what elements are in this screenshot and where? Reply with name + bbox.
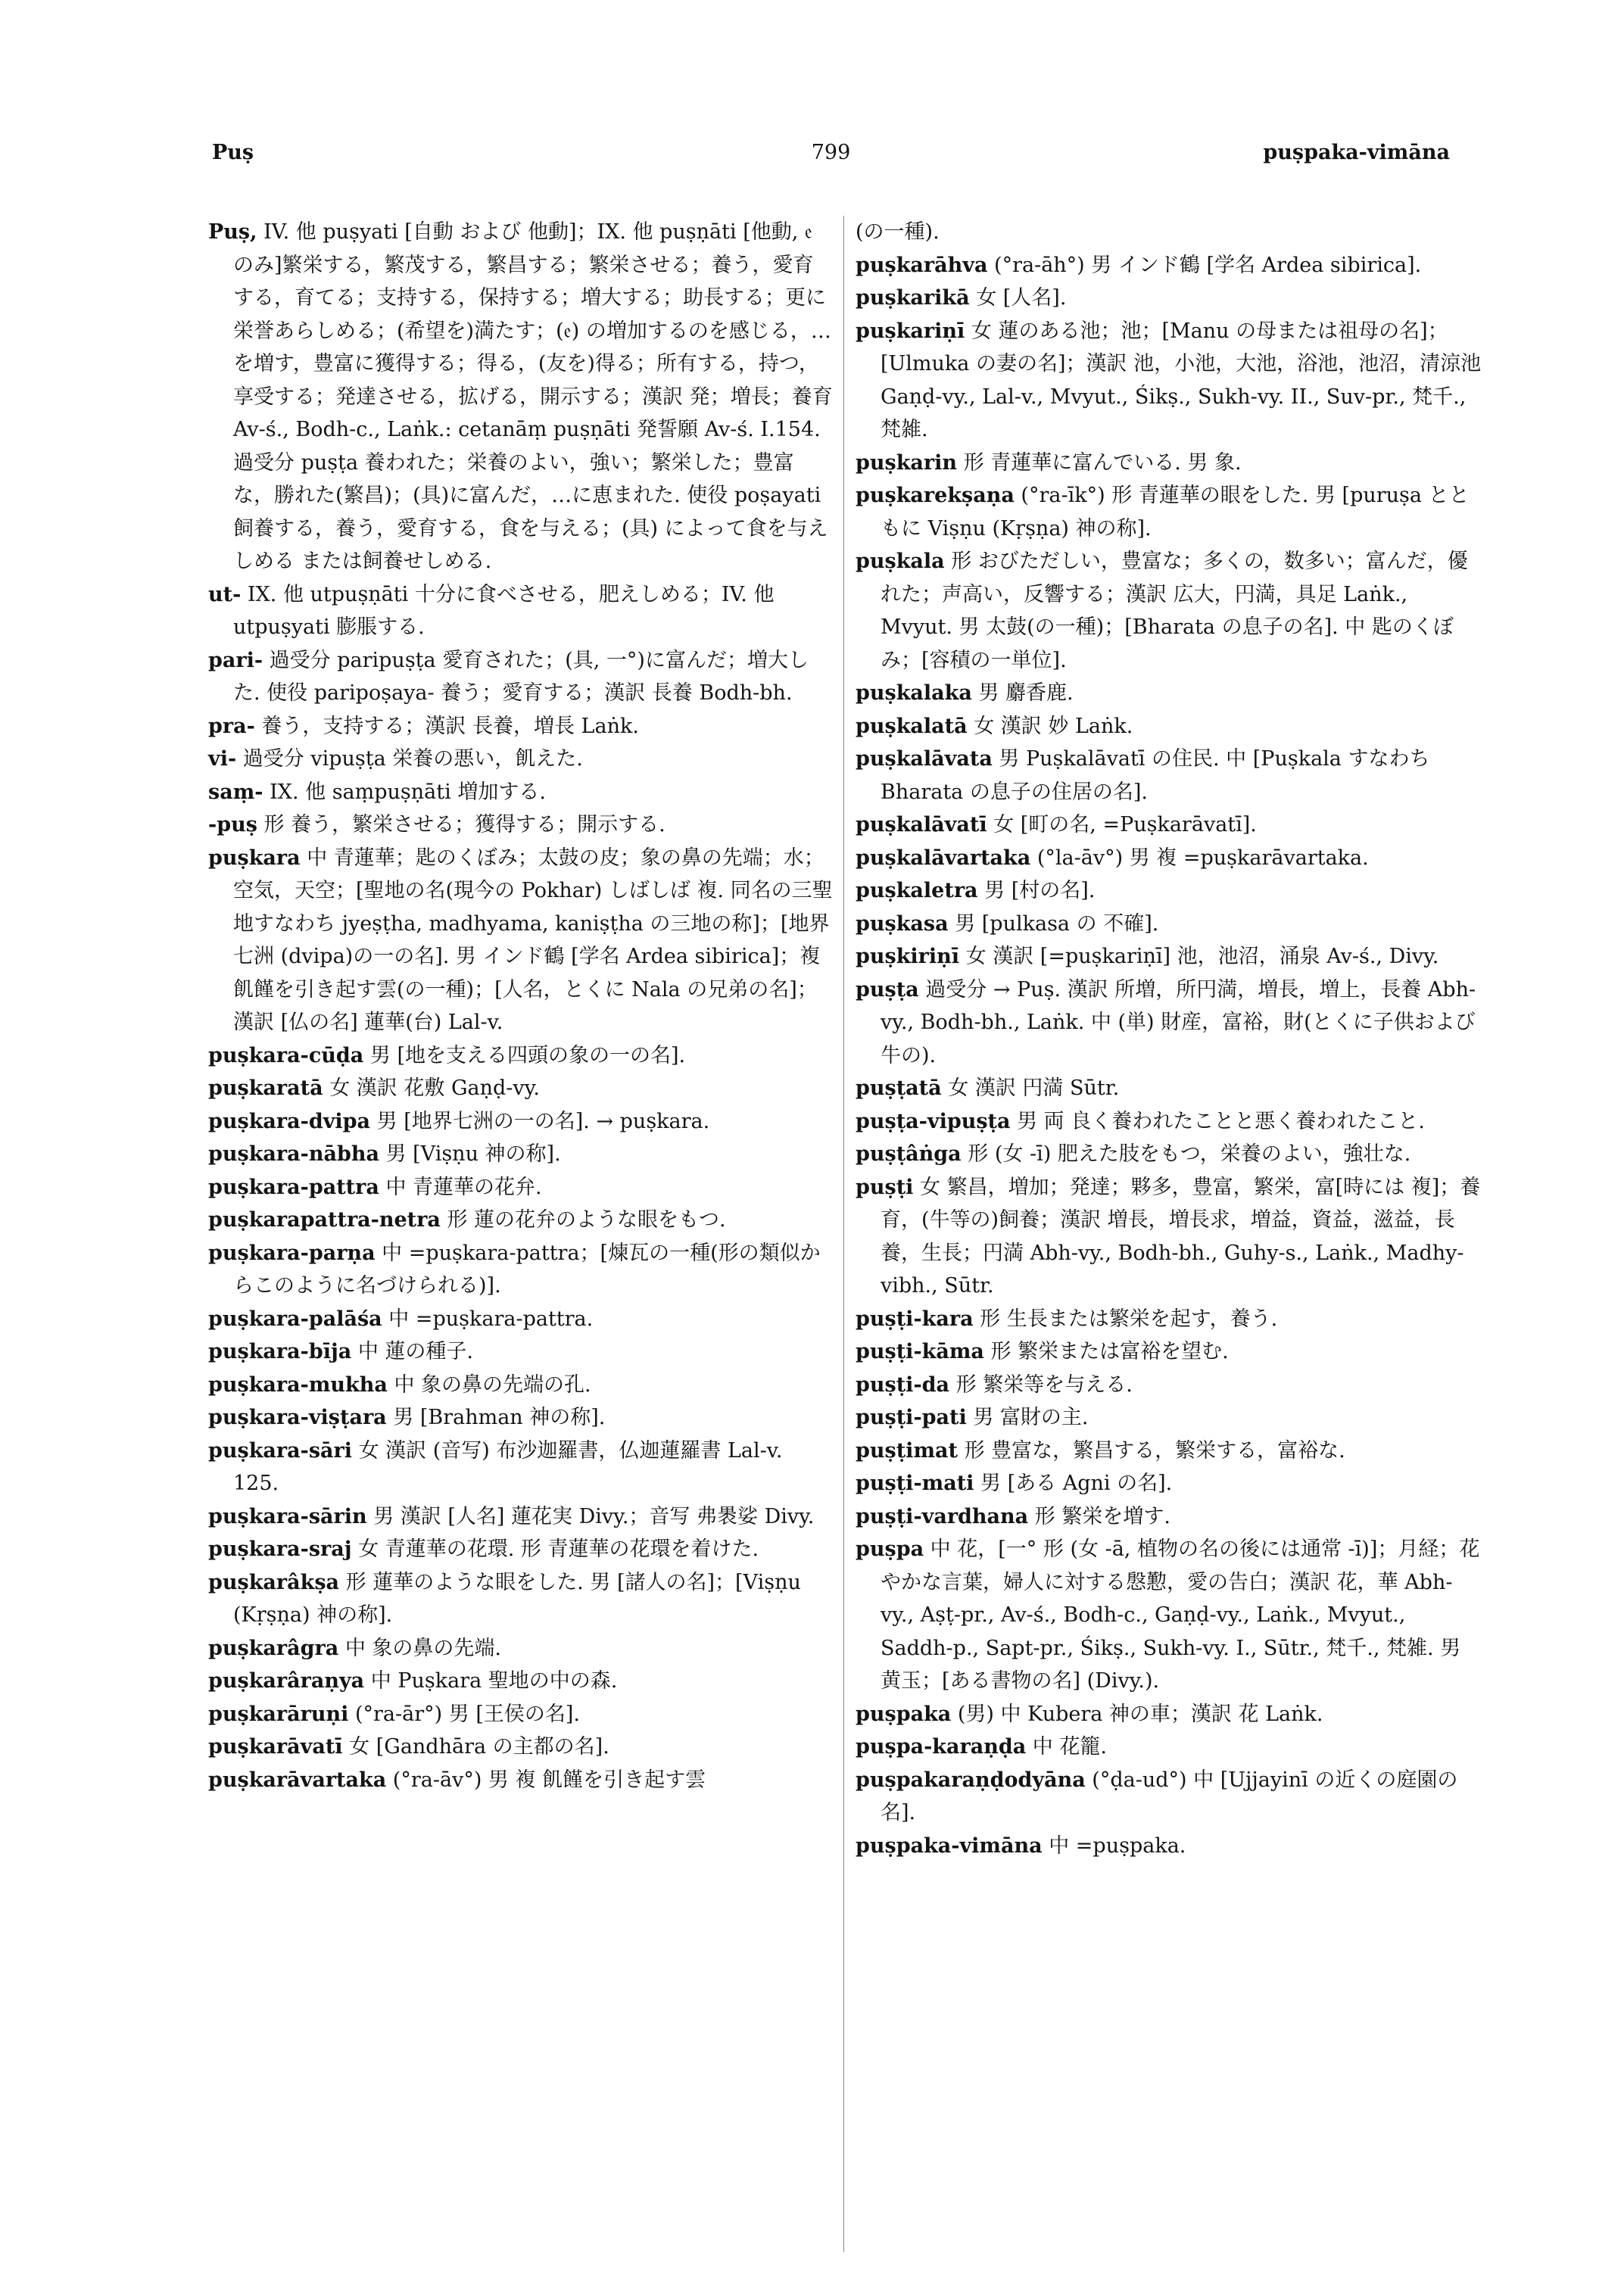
entry-headword: puṣpa — [856, 1537, 924, 1561]
entry-definition: 女 [町の名, =Puṣkarāvatī]. — [987, 813, 1257, 837]
entry-headword: puṣpaka — [856, 1702, 952, 1726]
entry-definition: 中 青蓮華の花弁. — [379, 1175, 542, 1199]
dictionary-entry — [856, 1138, 1484, 1171]
entry-headword: puṣkalāvatī — [856, 813, 987, 837]
entry-definition: 女 [Gandhāra の主都の名]. — [342, 1735, 609, 1759]
entry-definition: 形 繁栄等を与える. — [949, 1372, 1133, 1397]
entry-definition: (の一種). — [856, 220, 940, 244]
dictionary-entry — [208, 1138, 833, 1171]
dictionary-entry — [856, 1072, 1484, 1105]
entry-definition: 男 [地界七洲の一の名]. → puṣkara. — [370, 1109, 710, 1133]
entry-headword: puṣṭi-da — [856, 1372, 950, 1397]
dictionary-entry — [208, 1072, 833, 1105]
entry-headword: puṣkara-nābha — [208, 1142, 379, 1166]
entry-headword: puṣṭi-pati — [856, 1406, 967, 1429]
entry-definition: 形 青蓮華に富んでいる. 男 象. — [957, 450, 1242, 475]
entry-definition: 形 (女 -ī) 肥えた肢をもつ，栄養のよい，強壮な. — [961, 1142, 1411, 1166]
entry-definition: 形 生長または繁栄を起す，養う. — [973, 1307, 1278, 1331]
entry-headword: puṣkara-bīja — [208, 1340, 352, 1363]
entry-headword: puṣkarāvartaka — [208, 1768, 387, 1792]
entry-definition: 過受分 vipuṣṭa 栄養の悪い，飢えた. — [236, 747, 583, 771]
entry-headword: pra- — [208, 714, 255, 738]
entry-definition: 中 花，[一° 形 (女 -ā, 植物の名の後には通常 -ī)]；月経；花やかな言葉，婦人に対する慇懃，愛の告白；漢訳 花，華 Abh-vy., Aṣṭ-pr., Av-ś., Bodh-c., Gaṇḍ-vy., Laṅk., Mvyut., Saddh-p., Sapt-pr., Śikṣ., Sukh-vy. I., Sūtr., 梵千., 梵雑. 男 黄玉；[ある書物の名] (Divy.). — [881, 1537, 1480, 1693]
dictionary-entry — [208, 842, 833, 1039]
entry-definition: (男) 中 Kubera 神の車；漢訳 花 Laṅk. — [951, 1702, 1323, 1726]
dictionary-entry — [208, 1401, 833, 1435]
page-header — [212, 141, 1450, 179]
entry-headword: puṣkarâraṇya — [208, 1669, 365, 1693]
dictionary-entry — [208, 808, 833, 842]
left-column — [208, 216, 840, 2252]
dictionary-entry — [208, 1533, 833, 1566]
dictionary-entry — [208, 1303, 833, 1336]
entry-headword: puṣkara-sraj — [208, 1537, 352, 1561]
entry-headword: puṣṭatā — [856, 1076, 942, 1100]
entry-headword: puṣkalatā — [856, 714, 968, 738]
dictionary-entry — [856, 1698, 1484, 1731]
entry-headword: puṣkara — [208, 846, 301, 870]
entry-definition: 中 象の鼻の先端の孔. — [387, 1372, 591, 1397]
entry-headword: puṣkara-dvipa — [208, 1109, 371, 1133]
dictionary-entry — [208, 644, 833, 710]
entry-definition: 男 富財の主. — [966, 1406, 1089, 1429]
entry-definition: 中 =puṣkara-pattra. — [382, 1307, 594, 1331]
dictionary-entry — [856, 710, 1484, 743]
dictionary-entry — [856, 216, 1484, 249]
entry-headword: ut- — [208, 582, 242, 606]
dictionary-entry — [208, 710, 833, 743]
entry-headword: puṣkarâgra — [208, 1636, 339, 1660]
entry-definition: 形 繁栄または富裕を望む. — [983, 1340, 1229, 1363]
dictionary-entry — [856, 1303, 1484, 1336]
entry-definition: 男 [村の名]. — [977, 879, 1096, 902]
dictionary-entry — [208, 1665, 833, 1698]
dictionary-entry — [208, 1105, 833, 1139]
entry-definition: 形 蓮華のような眼をした. 男 [諸人の名]；[Viṣṇu (Kṛṣṇa) 神の称]. — [233, 1570, 808, 1627]
entry-headword: puṣkara-sāri — [208, 1438, 353, 1463]
dictionary-entry — [856, 1401, 1484, 1435]
entry-headword: puṣkara-viṣṭara — [208, 1406, 387, 1429]
header-left-guide-word: Puṣ — [212, 141, 254, 164]
entry-definition: 男 両 良く養われたことと悪く養われたこと. — [1010, 1109, 1425, 1133]
entry-headword: puṣpaka-vimāna — [856, 1833, 1043, 1858]
dictionary-entry — [208, 1039, 833, 1073]
entry-headword: puṣkarikā — [856, 286, 970, 310]
dictionary-entry — [856, 1764, 1484, 1830]
entry-definition: 男 [pulkasa の 不確]. — [948, 911, 1159, 936]
entry-headword: puṣkarāvatī — [208, 1735, 343, 1759]
entry-headword: puṣṭi-kāma — [856, 1340, 984, 1363]
entry-headword: -puṣ — [208, 813, 257, 837]
dictionary-entry — [856, 1171, 1484, 1303]
entry-headword: puṣṭa — [856, 977, 919, 1002]
dictionary-entry — [208, 1698, 833, 1731]
dictionary-entry — [208, 1764, 833, 1797]
column-divider — [843, 216, 844, 2252]
dictionary-entry — [208, 743, 833, 776]
dictionary-entry — [856, 677, 1484, 710]
dictionary-entry — [208, 776, 833, 809]
right-column — [856, 216, 1488, 2252]
entry-headword: puṣṭi-kara — [856, 1307, 974, 1331]
entry-headword: puṣṭi-mati — [856, 1472, 974, 1495]
entry-definition: IV. 他 puṣyati [自動 および 他動]；IX. 他 puṣṇāti [他動, 𝔢 のみ]繁栄する，繁茂する，繁昌する；繁栄させる；養う，愛育する，育てる；支持する，保持する；増大する；助長する；更に栄誉あらしめる；(希望を)満たす；(𝔢) の増加するのを感じる，…を増す，豊富に獲得する；得る，(友を)得る；所有する，持つ，享受する；発達させる，拡げる，開示する；漢訳 発；増長；養育 Av-ś., Bodh-c., Laṅk.: cetanāṃ puṣṇāti 発誓願 Av-ś. I.154. 過受分 puṣṭa 養われた；栄養のよい，強い；繁栄した；豊富な，勝れた(繁昌)；(具)に富んだ，…に恵まれた. 使役 poṣayati 飼養する，養う，愛育する，食を与える；(具) によって食を与えしめる または飼養せしめる. — [233, 220, 840, 573]
entry-definition: 中 =puṣpaka. — [1042, 1833, 1186, 1858]
entry-definition: 女 [人名]. — [969, 286, 1067, 310]
entry-definition: 男 [Viṣṇu 神の称]. — [379, 1142, 561, 1166]
entry-headword: puṣkalāvartaka — [856, 846, 1031, 870]
entry-headword: puṣkara-parṇa — [208, 1241, 376, 1265]
dictionary-entry — [208, 216, 840, 578]
entry-headword: puṣkarāruṇi — [208, 1702, 349, 1726]
entry-definition: 女 蓮のある池；池；[Manu の母または祖母の名]；[Ulmuka の妻の名]；漢訳 池，小池，大池，浴池，池沼，清涼池 Gaṇḍ-vy., Lal-v., Mvyut., Śikṣ., Sukh-vy. II., Suv-pr., 梵千., 梵雑. — [881, 319, 1488, 441]
entry-definition: IX. 他 saṃpuṣṇāti 増加する. — [263, 780, 546, 804]
entry-definition: 女 漢訳 [=puṣkariṇī] 池，池沼，涌泉 Av-ś., Divy. — [959, 945, 1439, 968]
dictionary-entry — [856, 1731, 1484, 1764]
entry-headword: puṣkara-cūḍa — [208, 1043, 364, 1067]
entry-headword: puṣṭimat — [856, 1438, 958, 1463]
entry-headword: puṣkara-sārin — [208, 1504, 367, 1528]
entry-headword: Puṣ, — [208, 220, 257, 244]
entry-definition: 男 [地を支える四頭の象の一の名]. — [363, 1043, 686, 1067]
dictionary-entry — [208, 1632, 833, 1665]
entry-definition: 形 養う，繁栄させる；獲得する；開示する. — [257, 813, 665, 837]
entry-headword: puṣkara-pattra — [208, 1175, 379, 1199]
entry-definition: 中 =puṣkara-pattra；[煉瓦の一種(形の類似からこのように名づけられる)]. — [233, 1241, 821, 1298]
entry-definition: (°ra-āv°) 男 複 飢饉を引き起す雲 — [386, 1768, 706, 1792]
entry-definition: IX. 他 utpuṣṇāti 十分に食べさせる，肥えしめる；IV. 他 utpuṣyati 膨脹する. — [233, 582, 781, 639]
entry-headword: puṣpa-karaṇḍa — [856, 1735, 1027, 1759]
dictionary-entry — [208, 1369, 833, 1402]
dictionary-entry — [856, 315, 1488, 447]
entry-definition: 中 花籠. — [1026, 1735, 1107, 1759]
entry-definition: 形 豊富な，繁昌する，繁栄する，富裕な. — [957, 1438, 1345, 1463]
entry-definition: 男 [ある Agni の名]. — [974, 1472, 1173, 1495]
entry-definition: 女 漢訳 (音写) 布沙迦羅書，仏迦蓮羅書 Lal-v. 125. — [233, 1438, 790, 1495]
entry-headword: puṣkalaka — [856, 681, 972, 705]
entry-headword: puṣkaratā — [208, 1076, 323, 1100]
dictionary-entry — [208, 578, 833, 644]
dictionary-entry — [208, 1237, 833, 1303]
dictionary-entry — [856, 874, 1484, 908]
dictionary-entry — [856, 1435, 1484, 1468]
dictionary-entry — [208, 1335, 833, 1369]
entry-definition: 過受分 → Puṣ. 漢訳 所増，所円満，増長，増上，長養 Abh-vy., Bodh-bh., Laṅk. 中 (単) 財産，富裕，財(とくに子供および牛の). — [881, 977, 1476, 1067]
entry-headword: puṣkaletra — [856, 879, 978, 902]
entry-headword: puṣkala — [856, 550, 945, 573]
entry-definition: 女 漢訳 妙 Laṅk. — [967, 714, 1133, 738]
entry-definition: (°ra-āh°) 男 インド鶴 [学名 Ardea sibirica]. — [987, 253, 1422, 277]
entry-headword: puṣkara-palāśa — [208, 1307, 382, 1331]
entry-definition: 女 青蓮華の花環. 形 青蓮華の花環を着けた. — [351, 1537, 759, 1561]
entry-headword: puṣpakaraṇḍodyāna — [856, 1768, 1086, 1792]
dictionary-entry — [856, 974, 1484, 1073]
entry-definition: 過受分 paripuṣṭa 愛育された；(具, 一°)に富んだ；増大した. 使役 paripoṣaya- 養う；愛育する；漢訳 長養 Bodh-bh. — [233, 648, 809, 705]
entry-headword: puṣkarin — [856, 450, 958, 475]
dictionary-entry — [856, 1533, 1484, 1698]
entry-definition: 養う，支持する；漢訳 長養，増長 Laṅk. — [254, 714, 639, 738]
dictionary-entry — [856, 743, 1484, 808]
dictionary-entry — [208, 1500, 833, 1534]
dictionary-entry — [856, 842, 1484, 875]
dictionary-entry — [856, 447, 1484, 480]
entry-definition: 女 繁昌，増加；発達；夥多，豊富，繁栄，富[時には 複]；養育，(牛等の)飼養；漢訳 増長，増長求，増益，資益，滋益，長養，生長；円満 Abh-vy., Bodh-bh., Guhy-s., Laṅk., Madhy-vibh., Sūtr. — [881, 1175, 1481, 1298]
entry-headword: puṣṭi — [856, 1175, 914, 1199]
entry-definition: 形 繁栄を増す. — [1028, 1504, 1170, 1528]
dictionary-entry — [856, 808, 1484, 842]
dictionary-entry — [856, 1105, 1484, 1139]
dictionary-entry — [856, 1830, 1484, 1863]
entry-headword: puṣkarāhva — [856, 253, 988, 277]
entry-headword: puṣkarapattra-netra — [208, 1208, 441, 1232]
dictionary-entry — [208, 1731, 833, 1764]
entry-headword: puṣkasa — [856, 911, 949, 936]
dictionary-entry — [856, 1335, 1484, 1369]
dictionary-entry — [856, 1467, 1484, 1500]
entry-definition: 形 蓮の花弁のような眼をもつ. — [440, 1208, 726, 1232]
entry-headword: puṣkariṇī — [856, 319, 965, 343]
dictionary-entry — [856, 545, 1484, 677]
dictionary-entry — [208, 1171, 833, 1204]
entry-headword: puṣkarâkṣa — [208, 1570, 340, 1594]
dictionary-entry — [208, 1566, 833, 1632]
entry-definition: (°ra-ār°) 男 [王侯の名]. — [348, 1702, 580, 1726]
entry-definition: 中 蓮の種子. — [351, 1340, 473, 1363]
entry-headword: puṣkiriṇī — [856, 945, 960, 968]
entry-definition: 中 Puṣkara 聖地の中の森. — [364, 1669, 618, 1693]
entry-headword: saṃ- — [208, 780, 263, 804]
entry-definition: 中 象の鼻の先端. — [338, 1636, 501, 1660]
entry-headword: puṣkarekṣaṇa — [856, 484, 1015, 507]
entry-headword: puṣkalāvata — [856, 747, 993, 771]
entry-definition: 中 青蓮華；匙のくぼみ；太鼓の皮；象の鼻の先端；水；空気，天空；[聖地の名(現今の Pokhar) しばしば 複. 同名の三聖地すなわち jyeṣṭha, madhyama, kaniṣṭha の三地の称]；[地界七洲 (dvipa)の一の名]. 男 インド鶴 [学名 Ardea sibirica]；複 飢饉を引き起す雲(の一種)；[人名，とくに Nala の兄弟の名]；漢訳 [仏の名] 蓮華(台) Lal-v. — [233, 846, 833, 1034]
entry-headword: puṣṭi-vardhana — [856, 1504, 1029, 1528]
page-number: 799 — [811, 141, 851, 164]
entry-definition: 女 漢訳 花敷 Gaṇḍ-vy. — [323, 1076, 540, 1100]
entry-headword: puṣṭâṅga — [856, 1142, 962, 1166]
entry-definition: 形 おびただしい，豊富な；多くの，数多い；富んだ，優れた；声高い，反響する；漢訳 広大，円満，具足 Laṅk., Mvyut. 男 太鼓(の一種)；[Bharata の息子の名]. 中 匙のくぼみ；[容積の一単位]. — [881, 550, 1468, 672]
entry-headword: pari- — [208, 648, 263, 672]
entry-definition: 男 麝香鹿. — [971, 681, 1074, 705]
entry-definition: 男 [Brahman 神の称]. — [386, 1406, 606, 1429]
dictionary-entry — [856, 249, 1484, 282]
entry-headword: puṣkara-mukha — [208, 1372, 388, 1397]
dictionary-entry — [856, 1369, 1484, 1402]
dictionary-entry — [208, 1435, 833, 1500]
entry-headword: puṣṭa-vipuṣṭa — [856, 1109, 1011, 1133]
entry-definition: (°ḍa-ud°) 中 [Ujjayinī の近くの庭園の名]. — [881, 1768, 1458, 1824]
entry-definition: (°la-āv°) 男 複 =puṣkarāvartaka. — [1030, 846, 1369, 870]
entry-definition: 男 Puṣkalāvatī の住民. 中 [Puṣkala すなわち Bharata の息子の住居の名]. — [881, 747, 1437, 804]
header-right-guide-word: puṣpaka-vimāna — [1263, 141, 1450, 164]
entry-definition: (°ra-īk°) 形 青蓮華の眼をした. 男 [puruṣa とともに Viṣṇu (Kṛṣṇa) 神の称]. — [881, 484, 1470, 541]
dictionary-entry — [856, 940, 1484, 974]
entry-definition: 女 漢訳 円満 Sūtr. — [941, 1076, 1120, 1100]
dictionary-entry — [856, 1500, 1484, 1534]
dictionary-entry — [856, 908, 1484, 941]
dictionary-entry — [208, 1204, 833, 1237]
entry-headword: vi- — [208, 747, 237, 771]
dictionary-entry — [856, 479, 1484, 545]
entry-definition: 男 漢訳 [人名] 蓮花実 Divy.；音写 弗褁娑 Divy. — [366, 1504, 815, 1528]
dictionary-entry — [856, 282, 1484, 315]
